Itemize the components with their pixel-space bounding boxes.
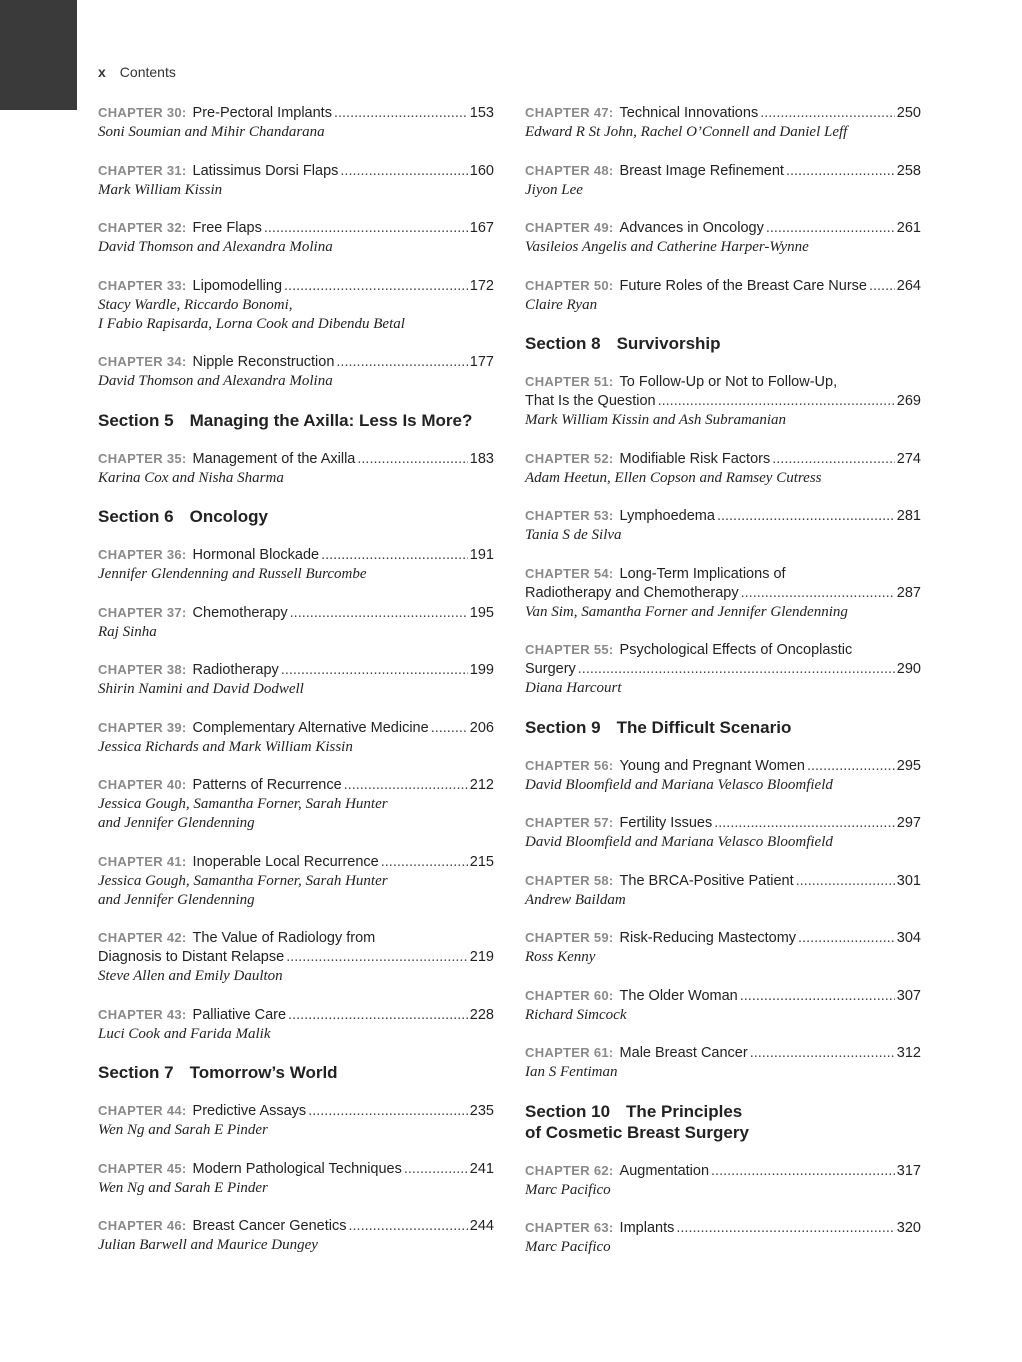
chapter-authors: Jessica Gough, Samantha Forner, Sarah Hunter <box>98 796 388 812</box>
section-heading <box>525 1101 921 1143</box>
dot-leader <box>288 1006 468 1025</box>
toc-entry[interactable] <box>98 1101 494 1140</box>
chapter-title-line <box>525 564 921 584</box>
chapter-authors: Jessica Gough, Samantha Forner, Sarah Hunter <box>98 872 388 889</box>
page-number: 215 <box>469 853 494 870</box>
section-title: The Principles <box>626 1101 743 1121</box>
section-title: Managing the Axilla: Less Is More? <box>189 410 473 430</box>
chapter-authors: Luci Cook and Farida Malik <box>98 1025 271 1042</box>
chapter-title: Nipple Reconstruction <box>192 354 335 370</box>
page-number: 183 <box>469 450 494 467</box>
chapter-authors: Vasileios Angelis and Catherine Harper-Wynne <box>525 239 809 255</box>
chapter-authors: and Jennifer Glendenning <box>98 815 255 831</box>
page-number: 199 <box>469 662 494 678</box>
section-line <box>98 410 494 431</box>
chapter-title-line <box>525 986 921 1006</box>
toc-entry[interactable] <box>98 603 494 642</box>
chapter-title: Chemotherapy <box>192 604 288 621</box>
chapter-title-line <box>98 218 494 238</box>
chapter-title: The BRCA-Positive Patient <box>619 872 794 889</box>
toc-entry[interactable] <box>98 852 494 910</box>
chapter-title-line <box>98 1005 494 1025</box>
chapter-label: CHAPTER 57: <box>525 815 614 830</box>
page-number: 153 <box>469 105 494 121</box>
page-number: 228 <box>469 1006 494 1023</box>
chapter-title: Free Flaps <box>192 220 262 236</box>
chapter-title-line <box>98 1101 494 1121</box>
dot-leader <box>717 507 895 526</box>
page-number: 160 <box>469 162 494 179</box>
chapter-title-line <box>525 640 921 660</box>
section-number: Section 7 <box>98 1063 174 1082</box>
chapter-title: Male Breast Cancer <box>619 1045 748 1061</box>
chapter-authors: Ian S Fentiman <box>525 1064 618 1080</box>
dot-leader <box>431 719 468 738</box>
running-head-label: Contents <box>119 64 176 80</box>
page-number: 295 <box>896 757 921 774</box>
page-number: 320 <box>896 1220 921 1236</box>
chapter-label: CHAPTER 52: <box>525 450 614 466</box>
chapter-authors: Jiyon Lee <box>525 181 583 198</box>
section-line <box>525 1122 921 1143</box>
chapter-authors: Marc Pacifico <box>525 1239 611 1255</box>
section-number: Section 9 <box>525 717 601 737</box>
chapter-label: CHAPTER 45: <box>98 1160 187 1176</box>
chapter-title: Technical Innovations <box>619 105 759 121</box>
page-numeral: x <box>98 64 106 80</box>
section-number: Section 10 <box>525 1101 611 1121</box>
page-number: 235 <box>469 1103 494 1119</box>
section-line <box>525 1101 921 1122</box>
chapter-title: Surgery <box>525 661 576 677</box>
toc-entry[interactable] <box>525 928 921 967</box>
chapter-title: Young and Pregnant Women <box>619 757 805 774</box>
chapter-label: CHAPTER 53: <box>525 508 614 523</box>
toc-entry[interactable] <box>525 449 921 488</box>
toc-entry[interactable] <box>98 718 494 757</box>
chapter-label: CHAPTER 48: <box>525 162 614 178</box>
chapter-label: CHAPTER 44: <box>98 1103 187 1118</box>
chapter-label: CHAPTER 58: <box>525 872 614 888</box>
chapter-label: CHAPTER 39: <box>98 719 187 735</box>
chapter-title: Modern Pathological Techniques <box>192 1160 402 1177</box>
chapter-authors: Mark William Kissin and Ash Subramanian <box>525 412 786 428</box>
page-number: 250 <box>896 105 921 121</box>
chapter-title-line <box>98 276 494 296</box>
chapter-authors: David Bloomfield and Mariana Velasco Bloomfield <box>525 776 833 793</box>
chapter-title-line <box>98 718 494 738</box>
chapter-authors: and Jennifer Glendenning <box>98 891 255 908</box>
chapter-label: CHAPTER 38: <box>98 662 187 677</box>
page-number: 301 <box>896 872 921 889</box>
chapter-label: CHAPTER 36: <box>98 547 187 562</box>
chapter-title-line <box>98 545 494 565</box>
chapter-label: CHAPTER 51: <box>525 374 614 389</box>
chapter-title: Modifiable Risk Factors <box>619 450 771 467</box>
chapter-title-line <box>525 449 921 469</box>
chapter-title-line <box>525 1161 921 1181</box>
toc-entry[interactable] <box>98 103 494 142</box>
toc-entry[interactable] <box>525 103 921 142</box>
page-number: 281 <box>896 508 921 524</box>
chapter-title-line <box>98 603 494 623</box>
section-title: Survivorship <box>616 334 721 353</box>
chapter-title: Long-Term Implications of <box>619 565 786 582</box>
section-title: Tomorrow’s World <box>189 1063 338 1082</box>
chapter-title: Complementary Alternative Medicine <box>192 719 429 736</box>
dot-leader <box>740 987 895 1006</box>
chapter-title-line <box>98 161 494 181</box>
chapter-authors: Adam Heetun, Ellen Copson and Ramsey Cutress <box>525 469 822 486</box>
page-number: 264 <box>896 277 921 294</box>
dot-leader <box>796 872 895 891</box>
dot-leader <box>760 104 895 123</box>
chapter-authors: Diana Harcourt <box>525 680 622 696</box>
chapter-title: Hormonal Blockade <box>192 547 320 563</box>
page-number: 261 <box>896 220 921 236</box>
chapter-title: Psychological Effects of Oncoplastic <box>619 642 853 658</box>
dot-leader <box>264 219 468 238</box>
chapter-authors: Marc Pacifico <box>525 1181 611 1198</box>
chapter-title: Predictive Assays <box>192 1103 307 1119</box>
chapter-title-line <box>525 871 921 891</box>
page-number: 269 <box>896 393 921 409</box>
chapter-authors: Steve Allen and Emily Daulton <box>98 968 283 984</box>
page-number: 287 <box>896 584 921 601</box>
toc-entry[interactable] <box>525 372 921 430</box>
chapter-title-line <box>525 392 921 411</box>
chapter-title: Radiotherapy and Chemotherapy <box>525 584 739 601</box>
chapter-title-line <box>525 928 921 948</box>
section-line <box>98 1062 494 1083</box>
dot-leader <box>798 929 895 948</box>
chapter-title-line <box>525 276 921 296</box>
page-number: 317 <box>896 1162 921 1179</box>
chapter-authors: David Thomson and Alexandra Molina <box>98 373 333 389</box>
chapter-title: The Value of Radiology from <box>192 930 376 946</box>
section-heading <box>98 410 494 431</box>
toc-entry[interactable] <box>525 756 921 795</box>
toc-entry[interactable] <box>98 660 494 699</box>
dot-leader <box>284 277 468 296</box>
dot-leader <box>281 661 468 680</box>
dot-leader <box>336 353 467 372</box>
dot-leader <box>766 219 895 238</box>
chapter-title-line <box>525 756 921 776</box>
chapter-label: CHAPTER 47: <box>525 105 614 120</box>
chapter-title-line <box>98 928 494 948</box>
chapter-title: Future Roles of the Breast Care Nurse <box>619 277 867 294</box>
page-number: 195 <box>469 604 494 621</box>
chapter-title: Risk-Reducing Mastectomy <box>619 930 797 946</box>
page-number: 274 <box>896 450 921 467</box>
page-number: 241 <box>469 1160 494 1177</box>
toc-entry[interactable] <box>525 506 921 545</box>
toc-entry[interactable] <box>98 928 494 986</box>
section-number: Section 8 <box>525 334 601 353</box>
dot-leader <box>344 776 468 795</box>
chapter-label: CHAPTER 34: <box>98 354 187 369</box>
chapter-title: That Is the Question <box>525 393 656 409</box>
page-number: 191 <box>469 547 494 563</box>
toc-entry[interactable] <box>525 1218 921 1257</box>
chapter-title-line <box>525 506 921 526</box>
page-number: 206 <box>469 719 494 736</box>
chapter-label: CHAPTER 49: <box>525 220 614 235</box>
section-title: of Cosmetic Breast Surgery <box>525 1122 749 1142</box>
page-number: 312 <box>896 1045 921 1061</box>
chapter-title-line <box>98 103 494 123</box>
toc-column-left <box>98 103 494 1274</box>
chapter-title-line <box>525 584 921 603</box>
page-number: 172 <box>469 277 494 294</box>
chapter-title: Breast Image Refinement <box>619 162 784 179</box>
chapter-authors: Mark William Kissin <box>98 181 223 198</box>
chapter-title-line <box>525 813 921 833</box>
chapter-title-line <box>525 372 921 392</box>
toc-entry[interactable] <box>98 775 494 833</box>
dot-leader <box>357 450 467 469</box>
chapter-title: Lymphoedema <box>619 508 715 524</box>
chapter-authors: Wen Ng and Sarah E Pinder <box>98 1179 268 1196</box>
chapter-title: Lipomodelling <box>192 277 283 294</box>
section-title: The Difficult Scenario <box>616 717 792 737</box>
chapter-authors: David Thomson and Alexandra Molina <box>98 239 333 255</box>
chapter-title: Management of the Axilla <box>192 450 356 467</box>
chapter-title: Breast Cancer Genetics <box>192 1218 347 1234</box>
chapter-title-line <box>98 852 494 872</box>
dot-leader <box>869 277 895 296</box>
dot-leader <box>334 104 468 123</box>
toc-entry[interactable] <box>525 218 921 257</box>
toc-entry[interactable] <box>525 986 921 1025</box>
chapter-label: CHAPTER 50: <box>525 277 614 293</box>
page-number: 177 <box>469 354 494 370</box>
chapter-authors: Tania S de Silva <box>525 527 622 543</box>
toc-entry[interactable] <box>98 218 494 257</box>
toc-entry[interactable] <box>98 1005 494 1044</box>
toc-column-right <box>525 103 921 1276</box>
chapter-title-line <box>525 161 921 181</box>
page-number: 307 <box>896 987 921 1004</box>
page-number: 258 <box>896 162 921 179</box>
chapter-title: Fertility Issues <box>619 815 713 831</box>
dot-leader <box>676 1219 894 1238</box>
page-number: 219 <box>469 949 494 965</box>
chapter-authors: Stacy Wardle, Riccardo Bonomi, <box>98 296 293 313</box>
chapter-title: Inoperable Local Recurrence <box>192 853 379 870</box>
chapter-authors: Shirin Namini and David Dodwell <box>98 681 304 697</box>
chapter-title-line <box>525 660 921 679</box>
toc-entry[interactable] <box>525 1043 921 1082</box>
section-number: Section 6 <box>98 507 174 526</box>
chapter-label: CHAPTER 31: <box>98 162 187 178</box>
toc-entry[interactable] <box>98 352 494 391</box>
chapter-title-line <box>98 1159 494 1179</box>
dot-leader <box>340 162 467 181</box>
chapter-title-line <box>98 660 494 680</box>
toc-entry[interactable] <box>98 276 494 334</box>
toc-entry[interactable] <box>98 1216 494 1255</box>
chapter-title: Pre-Pectoral Implants <box>192 105 332 121</box>
dot-leader <box>711 1162 895 1181</box>
chapter-label: CHAPTER 42: <box>98 930 187 945</box>
toc-entry[interactable] <box>525 276 921 315</box>
toc-entry[interactable] <box>525 161 921 200</box>
dot-leader <box>714 814 895 833</box>
chapter-title-line <box>525 218 921 238</box>
chapter-label: CHAPTER 62: <box>525 1162 614 1178</box>
chapter-title-line <box>525 1218 921 1238</box>
chapter-label: CHAPTER 54: <box>525 565 614 581</box>
chapter-title-line <box>98 1216 494 1236</box>
chapter-authors: Karina Cox and Nisha Sharma <box>98 469 284 486</box>
dot-leader <box>404 1160 468 1179</box>
page-number: 212 <box>469 777 494 793</box>
chapter-title-line <box>98 948 494 967</box>
section-line <box>525 333 921 354</box>
dot-leader <box>308 1102 468 1121</box>
dot-leader <box>750 1044 895 1063</box>
page-number: 244 <box>469 1218 494 1234</box>
dot-leader <box>286 948 468 967</box>
chapter-authors: Julian Barwell and Maurice Dungey <box>98 1237 318 1253</box>
toc-entry[interactable] <box>98 1159 494 1198</box>
chapter-title: Diagnosis to Distant Relapse <box>98 949 285 965</box>
running-head <box>98 64 176 80</box>
dot-leader <box>786 162 895 181</box>
chapter-label: CHAPTER 43: <box>98 1006 187 1022</box>
chapter-label: CHAPTER 30: <box>98 105 187 120</box>
chapter-label: CHAPTER 35: <box>98 450 187 466</box>
page-number: 290 <box>896 661 921 677</box>
section-line <box>525 717 921 738</box>
dot-leader <box>290 604 468 623</box>
chapter-authors: Richard Simcock <box>525 1006 627 1023</box>
chapter-title: The Older Woman <box>619 987 738 1004</box>
dot-leader <box>658 392 895 411</box>
corner-tab <box>0 0 77 110</box>
dot-leader <box>772 450 895 469</box>
dot-leader <box>807 757 895 776</box>
chapter-authors: Van Sim, Samantha Forner and Jennifer Glendenning <box>525 603 848 620</box>
chapter-authors: Wen Ng and Sarah E Pinder <box>98 1122 268 1138</box>
page-number: 304 <box>896 930 921 946</box>
chapter-authors: Andrew Baildam <box>525 891 626 908</box>
chapter-label: CHAPTER 40: <box>98 777 187 792</box>
chapter-label: CHAPTER 33: <box>98 277 187 293</box>
dot-leader <box>578 660 895 679</box>
chapter-label: CHAPTER 32: <box>98 220 187 235</box>
chapter-title: Patterns of Recurrence <box>192 777 342 793</box>
chapter-title: Augmentation <box>619 1162 710 1179</box>
chapter-label: CHAPTER 59: <box>525 930 614 945</box>
page-number: 297 <box>896 815 921 831</box>
chapter-authors: Soni Soumian and Mihir Chandarana <box>98 124 325 140</box>
chapter-title-line <box>525 103 921 123</box>
toc-entry[interactable] <box>525 564 921 622</box>
section-heading <box>525 333 921 354</box>
toc-entry[interactable] <box>98 545 494 584</box>
section-heading <box>98 1062 494 1083</box>
chapter-authors: David Bloomfield and Mariana Velasco Bloomfield <box>525 834 833 850</box>
toc-entry[interactable] <box>525 813 921 852</box>
dot-leader <box>348 1217 467 1236</box>
chapter-title: Latissimus Dorsi Flaps <box>192 162 339 179</box>
chapter-label: CHAPTER 61: <box>525 1045 614 1060</box>
chapter-title: Implants <box>619 1220 675 1236</box>
dot-leader <box>741 584 895 603</box>
chapter-authors: Jessica Richards and Mark William Kissin <box>98 738 353 755</box>
section-heading <box>98 506 494 527</box>
chapter-label: CHAPTER 41: <box>98 853 187 869</box>
chapter-title: Advances in Oncology <box>619 220 764 236</box>
toc-entry[interactable] <box>98 161 494 200</box>
chapter-authors: Edward R St John, Rachel O’Connell and Daniel Leff <box>525 124 848 140</box>
section-line <box>98 506 494 527</box>
chapter-label: CHAPTER 46: <box>98 1218 187 1233</box>
chapter-title: Palliative Care <box>192 1006 287 1023</box>
chapter-authors: I Fabio Rapisarda, Lorna Cook and Dibendu Betal <box>98 315 405 332</box>
chapter-title-line <box>98 449 494 469</box>
chapter-title-line <box>525 1043 921 1063</box>
chapter-label: CHAPTER 37: <box>98 604 187 620</box>
chapter-authors: Claire Ryan <box>525 296 598 313</box>
page-number: 167 <box>469 220 494 236</box>
chapter-authors: Ross Kenny <box>525 949 596 965</box>
dot-leader <box>381 853 468 872</box>
chapter-label: CHAPTER 56: <box>525 757 614 773</box>
chapter-label: CHAPTER 63: <box>525 1220 614 1235</box>
chapter-title: Radiotherapy <box>192 662 279 678</box>
toc-entry[interactable] <box>525 1161 921 1200</box>
toc-entry[interactable] <box>525 871 921 910</box>
section-title: Oncology <box>189 507 268 526</box>
toc-entry[interactable] <box>525 640 921 698</box>
chapter-title-line <box>98 352 494 372</box>
dot-leader <box>321 546 468 565</box>
toc-entry[interactable] <box>98 449 494 488</box>
chapter-title-line <box>98 775 494 795</box>
chapter-label: CHAPTER 55: <box>525 642 614 657</box>
chapter-title: To Follow-Up or Not to Follow-Up, <box>619 374 838 390</box>
section-number: Section 5 <box>98 410 174 430</box>
chapter-authors: Jennifer Glendenning and Russell Burcombe <box>98 566 367 582</box>
chapter-label: CHAPTER 60: <box>525 987 614 1003</box>
chapter-authors: Raj Sinha <box>98 623 157 640</box>
section-heading <box>525 717 921 738</box>
